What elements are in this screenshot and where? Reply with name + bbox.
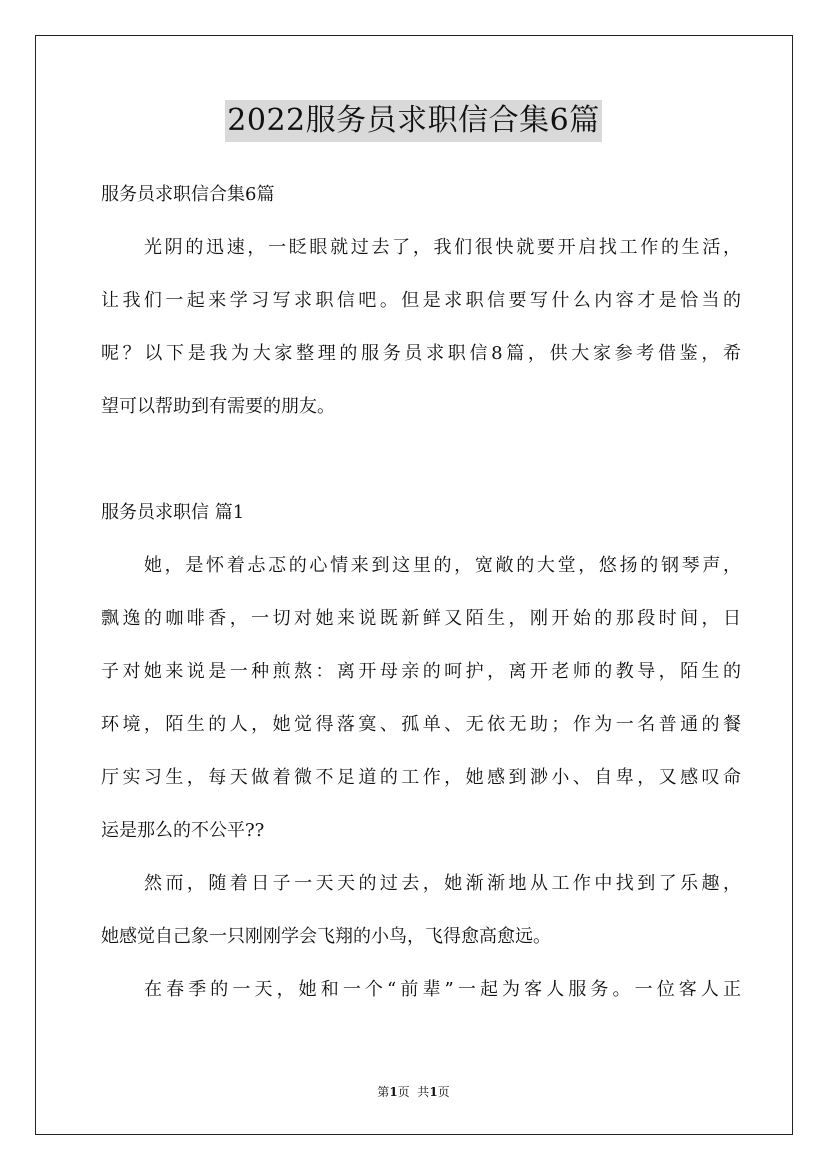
- intro-line: 望可以帮助到有需要的朋友。: [101, 396, 335, 417]
- footer-page-number: 1: [389, 1085, 398, 1099]
- paragraph-line: 环境，陌生的人，她觉得落寞、孤单、无依无助；作为一名普通的餐: [101, 714, 741, 735]
- paragraph-line: 子对她来说是一种煎熬：离开母亲的呵护，离开老师的教导，陌生的: [101, 661, 741, 682]
- paragraph-line: 运是那么的不公平??: [101, 820, 265, 841]
- intro-line: 让我们一起来学习写求职信吧。但是求职信要写什么内容才是恰当的: [101, 290, 741, 311]
- title-container: [0, 100, 827, 142]
- intro-line: 呢？以下是我为大家整理的服务员求职信8篇，供大家参考借鉴，希: [101, 343, 741, 364]
- paragraph-line: 在春季的一天，她和一个“前辈”一起为客人服务。一位客人正: [144, 979, 741, 1000]
- intro-line: 光阴的迅速，一眨眼就过去了，我们很快就要开启找工作的生活，: [144, 237, 741, 258]
- paragraph-line: 她感觉自己象一只刚刚学会飞翔的小鸟，飞得愈高愈远。: [101, 926, 551, 947]
- paragraph-line: 她，是怀着忐忑的心情来到这里的，宽敞的大堂，悠扬的钢琴声，: [144, 555, 741, 576]
- page-footer: [0, 1082, 827, 1102]
- document-subtitle: 服务员求职信合集6篇: [101, 184, 275, 205]
- document-title: 2022服务员求职信合集6篇: [225, 100, 601, 142]
- footer-page-suffix: 页 共: [397, 1085, 430, 1099]
- document-body: [101, 172, 741, 1020]
- paragraph-line: 然而，随着日子一天天的过去，她渐渐地从工作中找到了乐趣，: [144, 873, 741, 894]
- footer-total-pages: 1: [429, 1085, 438, 1099]
- paragraph-line: 厅实习生，每天做着微不足道的工作，她感到渺小、自卑，又感叹命: [101, 767, 741, 788]
- paragraph-line: 飘逸的咖啡香，一切对她来说既新鲜又陌生，刚开始的那段时间，日: [101, 608, 741, 629]
- spacer: [101, 437, 741, 490]
- footer-prefix: 第: [377, 1085, 390, 1099]
- section-heading: 服务员求职信 篇1: [101, 502, 245, 523]
- footer-total-suffix: 页: [437, 1085, 450, 1099]
